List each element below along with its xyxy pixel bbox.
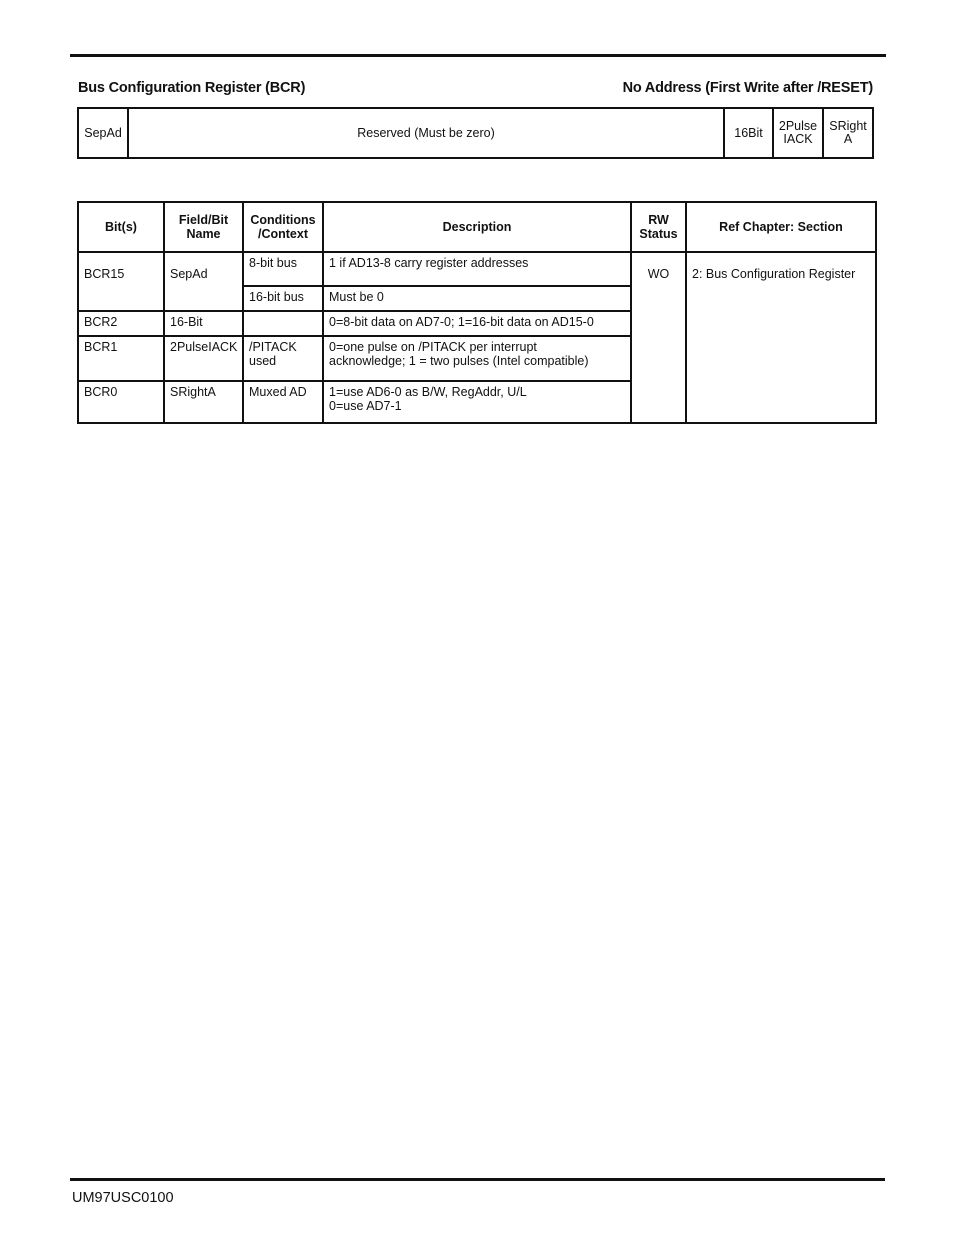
- cell-bits: BCR0: [78, 381, 164, 423]
- cell-bits: BCR2: [78, 311, 164, 336]
- cell-field: 16-Bit: [164, 311, 243, 336]
- cell-condition: 8-bit bus: [243, 252, 323, 286]
- cell-field: 2PulseIACK: [164, 336, 243, 381]
- header-ref: Ref Chapter: Section: [686, 202, 876, 252]
- cell-condition: 16-bit bus: [243, 286, 323, 311]
- cell-rw-status: WO: [631, 252, 686, 423]
- register-address: No Address (First Write after /RESET): [622, 80, 873, 96]
- bitfield-sright-a: SRight A: [829, 119, 867, 146]
- bottom-rule: [70, 1178, 885, 1181]
- cell-condition: [243, 311, 323, 336]
- bcr-description-table: [77, 201, 877, 424]
- bitfield-reserved: Reserved (Must be zero): [129, 109, 725, 157]
- cell-ref-section: 2: Bus Configuration Register: [686, 252, 876, 423]
- cell-condition: Muxed AD: [243, 381, 323, 423]
- table-header-row: [78, 202, 876, 252]
- cell-bits: BCR15: [78, 252, 164, 311]
- header-rw: RW Status: [631, 202, 686, 252]
- footer-doc-id: UM97USC0100: [72, 1190, 174, 1206]
- cell-field: SepAd: [164, 252, 243, 311]
- cell-description: [323, 381, 631, 423]
- cell-condition: [243, 336, 323, 381]
- description-line: 0=one pulse on /PITACK per interrupt: [329, 340, 537, 354]
- header-field: Field/Bit Name: [164, 202, 243, 252]
- cell-description: 0=8-bit data on AD7-0; 1=16-bit data on AD15-0: [323, 311, 631, 336]
- top-rule: [70, 54, 886, 57]
- condition-line: used: [249, 354, 277, 368]
- description-line: acknowledge; 1 = two pulses (Intel compatible): [329, 354, 589, 368]
- cell-description: 1 if AD13-8 carry register addresses: [323, 252, 631, 286]
- cell-description: Must be 0: [323, 286, 631, 311]
- table-row: [78, 252, 876, 286]
- cell-bits: BCR1: [78, 336, 164, 381]
- header-description: Description: [323, 202, 631, 252]
- header-bits: Bit(s): [78, 202, 164, 252]
- description-line: 1=use AD6-0 as B/W, RegAddr, U/L: [329, 385, 527, 399]
- bitfield-16bit: 16Bit: [725, 109, 774, 157]
- header-conditions: Conditions /Context: [243, 202, 323, 252]
- description-line: 0=use AD7-1: [329, 399, 402, 413]
- bitfield-2pulse-iack: 2Pulse IACK: [774, 109, 824, 157]
- register-bitfield: [77, 107, 874, 159]
- condition-line: /PITACK: [249, 340, 297, 354]
- bitfield-sepad: SepAd: [79, 109, 129, 157]
- register-title: Bus Configuration Register (BCR): [78, 80, 306, 96]
- cell-description: [323, 336, 631, 381]
- cell-field: SRightA: [164, 381, 243, 423]
